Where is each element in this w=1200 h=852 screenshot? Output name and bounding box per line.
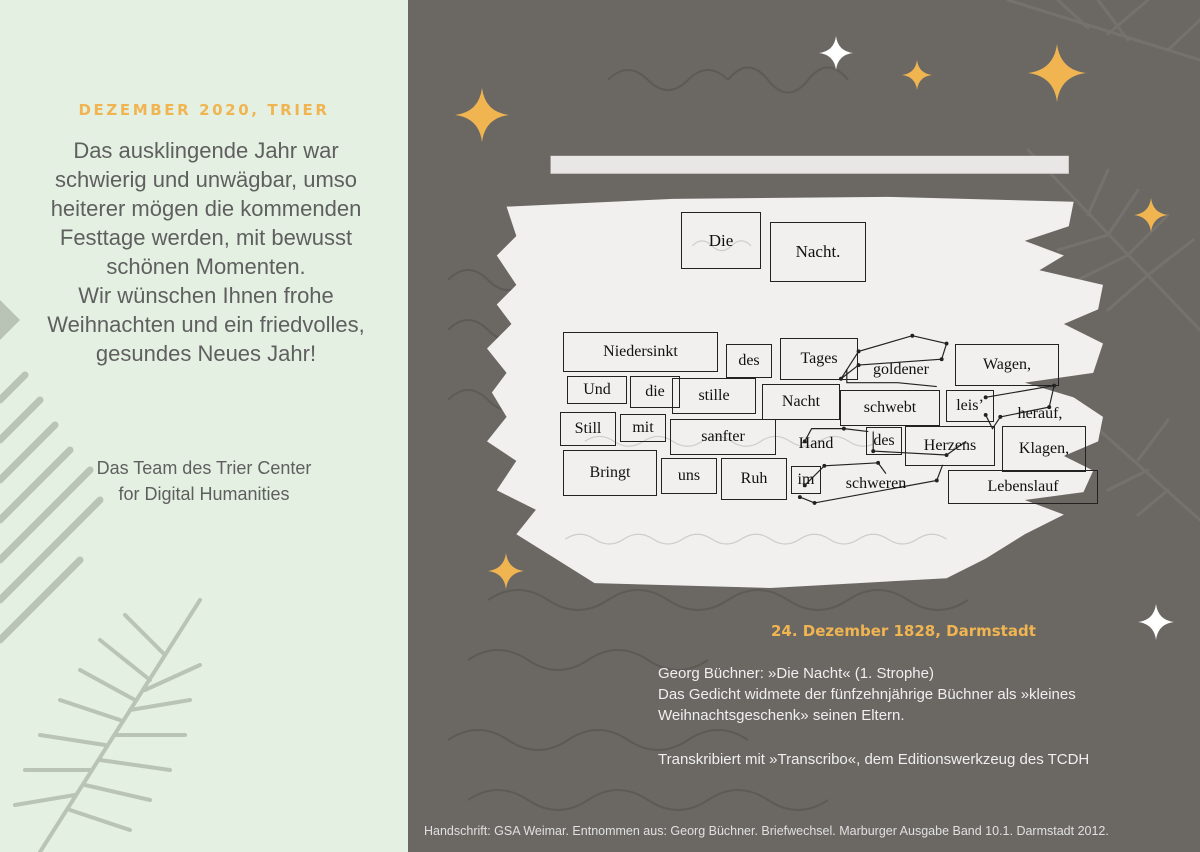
fir-branch-decoration (0, 0, 408, 852)
greeting-line: Weihnachten und ein friedvolles, (47, 312, 365, 337)
sparkle-star-icon (1028, 44, 1086, 102)
word-box: Niedersinkt (563, 332, 718, 372)
greeting-panel (0, 0, 408, 852)
word-box: uns (661, 458, 717, 494)
greeting-line: Das ausklingende Jahr war (73, 138, 339, 163)
sparkle-star-icon (902, 60, 932, 90)
word-box: Und (567, 376, 627, 404)
title-word-box: Die (681, 212, 761, 269)
word-box: schweren (845, 475, 907, 492)
word-box: Klagen, (1002, 426, 1086, 472)
greeting-line: schönen Momenten. (106, 254, 306, 279)
star-shape-icon (0, 300, 20, 340)
caption-line: Weihnachtsgeschenk» seinen Eltern. (658, 707, 905, 724)
word-box: Wagen, (955, 344, 1059, 386)
source-credit: Handschrift: GSA Weimar. Entnommen aus: Georg Büchner. Briefwechsel. Marburger Ausgabe Band 10.1. Darmstadt 2012. (424, 824, 1109, 838)
word-box: Hand (798, 435, 834, 452)
caption-line: Das Gedicht widmete der fünfzehnjährige Büchner als »kleines (658, 686, 1076, 703)
word-box: schwebt (840, 390, 940, 426)
team-signature (0, 455, 408, 507)
word-box: Still (560, 412, 616, 446)
sparkle-star-icon (455, 88, 509, 142)
word-box: stille (672, 378, 756, 414)
greeting-line: heiterer mögen die kommenden (50, 196, 362, 221)
sparkle-star-icon (1134, 198, 1168, 232)
word-box: leis’ (946, 390, 994, 422)
greeting-text (20, 136, 392, 368)
word-box: goldener (873, 361, 929, 378)
title-word-box: Nacht. (770, 222, 866, 282)
word-box: die (630, 376, 680, 408)
caption-date: 24. Dezember 1828, Darmstadt (771, 622, 1036, 640)
dateline: DEZEMBER 2020, TRIER (78, 101, 330, 119)
word-box: Tages (780, 338, 858, 380)
word-box: herauf, (1017, 405, 1063, 422)
word-box: Nacht (762, 384, 840, 420)
team-line: for Digital Humanities (118, 484, 290, 504)
word-box: Bringt (563, 450, 657, 496)
greeting-line: Wir wünschen Ihnen frohe (78, 283, 334, 308)
sparkle-star-icon (1138, 604, 1174, 640)
word-box: des (866, 427, 902, 455)
word-box: Lebenslauf (948, 470, 1098, 504)
transcription-note: Transkribiert mit »Transcribo«, dem Editionswerkzeug des TCDH (658, 751, 1090, 768)
greeting-line: gesundes Neues Jahr! (95, 341, 317, 366)
team-line: Das Team des Trier Center (96, 458, 312, 478)
caption-line: Georg Büchner: »Die Nacht« (1. Strophe) (658, 665, 934, 682)
word-box: Ruh (721, 458, 787, 500)
word-box: im (791, 466, 821, 494)
word-box: mit (620, 414, 666, 442)
word-box: Herzens (905, 426, 995, 466)
sparkle-star-icon (818, 36, 854, 70)
greeting-line: Festtage werden, mit bewusst (59, 225, 353, 250)
word-box: des (726, 344, 772, 378)
word-box: sanfter (670, 419, 776, 455)
greeting-line: schwierig und unwägbar, umso (54, 167, 358, 192)
